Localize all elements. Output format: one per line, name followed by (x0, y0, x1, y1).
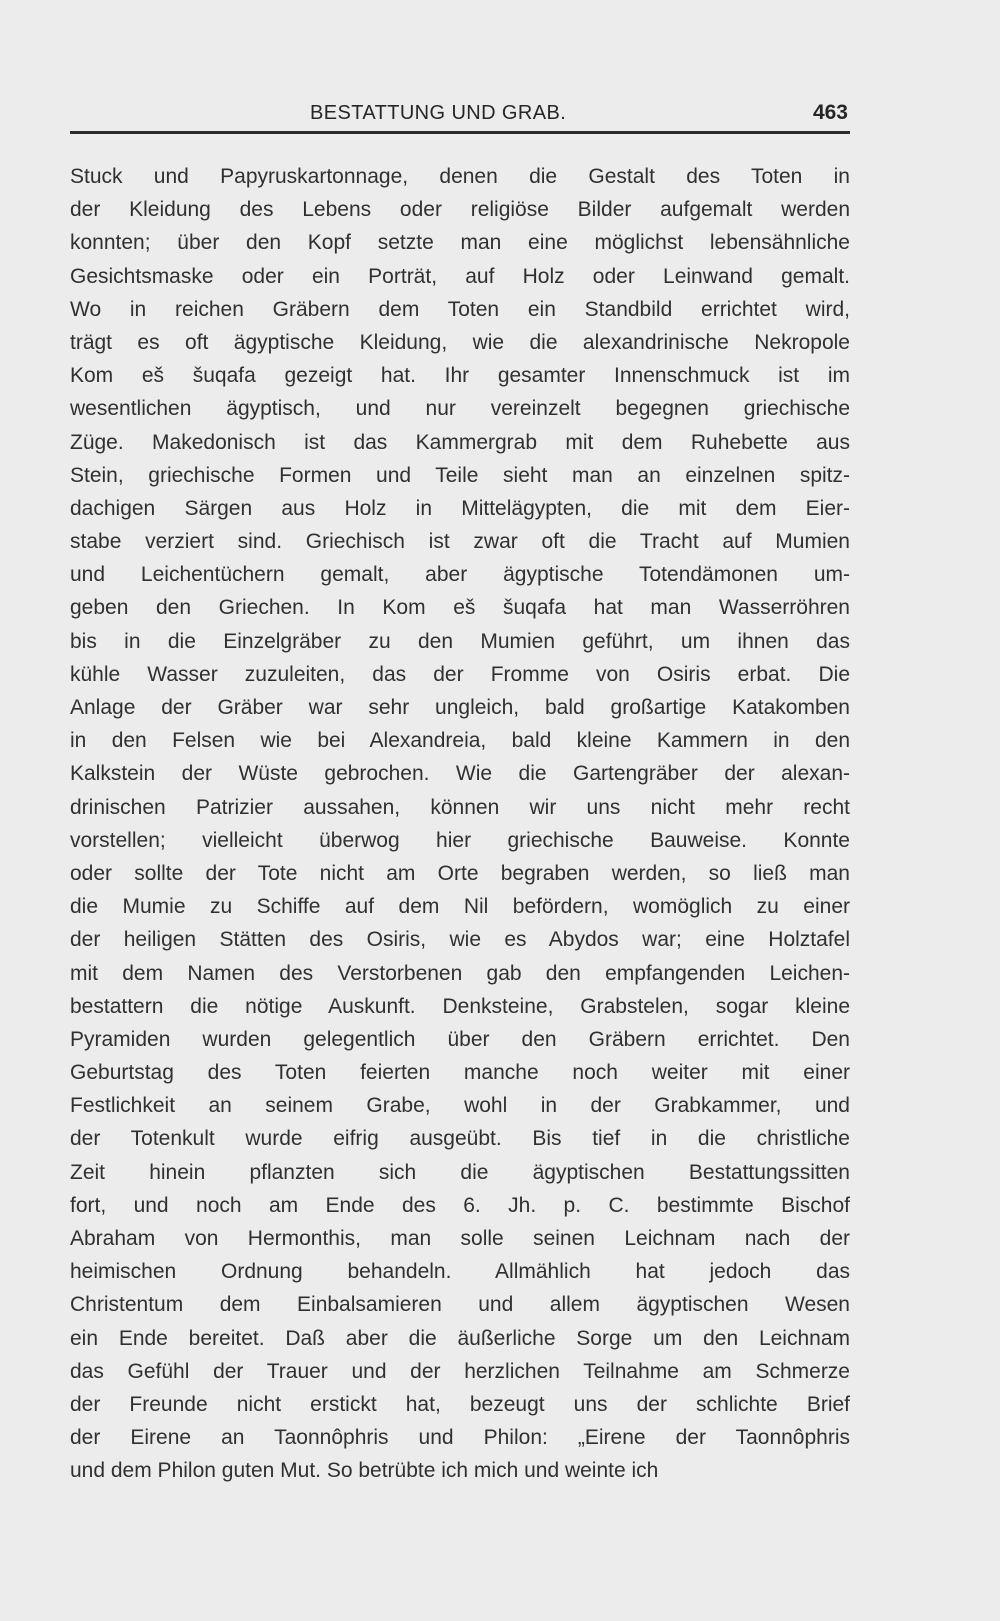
text-line: Geburtstag des Toten feierten manche noch weiter mit einer (70, 1061, 850, 1085)
text-line: Zeit hinein pflanzten sich die ägyptischen Bestattungssitten (70, 1160, 850, 1184)
text-line: geben den Griechen. In Kom eš šuqafa hat man Wasserröhren (70, 596, 850, 620)
text-line: stabe verziert sind. Griechisch ist zwar oft die Tracht auf Mumien (70, 530, 850, 554)
text-line: Anlage der Gräber war sehr ungleich, bald großartige Katakomben (70, 696, 850, 719)
text-line: Stein, griechische Formen und Teile sieht man an einzelnen spitz- (70, 463, 850, 487)
text-line: trägt es oft ägyptische Kleidung, wie die alexandrinische Nekropole (70, 330, 850, 354)
text-line: der Eirene an Taonnôphris und Philon: „Eirene der Taonnôphris (70, 1426, 850, 1450)
text-line: Züge. Makedonisch ist das Kammergrab mit dem Ruhebette aus (70, 430, 850, 454)
header-rule (70, 131, 850, 134)
text-line: der Totenkult wurde eifrig ausgeübt. Bis tief in die christliche (70, 1127, 850, 1151)
text-line: mit dem Namen des Verstorbenen gab den empfangenden Leichen- (70, 961, 850, 985)
text-line: fort, und noch am Ende des 6. Jh. p. C. bestimmte Bischof (70, 1193, 850, 1217)
text-line: bestattern die nötige Auskunft. Denksteine, Grabstelen, sogar kleine (70, 994, 850, 1018)
body-text (70, 160, 850, 1488)
text-line: der Freunde nicht erstickt hat, bezeugt uns der schlichte Brief (70, 1392, 850, 1416)
text-line: bis in die Einzelgräber zu den Mumien geführt, um ihnen das (70, 629, 850, 653)
text-line: Kom eš šuqafa gezeigt hat. Ihr gesamter Innenschmuck ist im (70, 364, 850, 388)
text-line: Gesichtsmaske oder ein Porträt, auf Holz oder Leinwand gemalt. (70, 264, 850, 288)
running-head (70, 98, 850, 132)
text-line: vorstellen; vielleicht überwog hier griechische Bauweise. Konnte (70, 828, 850, 852)
text-line: ein Ende bereitet. Daß aber die äußerliche Sorge um den Leichnam (70, 1326, 850, 1350)
text-line: konnten; über den Kopf setzte man eine möglichst lebensähnliche (70, 231, 850, 255)
text-line: der Kleidung des Lebens oder religiöse Bilder aufgemalt werden (70, 198, 850, 222)
text-line: und dem Philon guten Mut. So betrübte ich mich und weinte ich (70, 1459, 659, 1483)
text-line: und Leichentüchern gemalt, aber ägyptische Totendämonen um- (70, 563, 850, 587)
running-title: BESTATTUNG UND GRAB. (310, 102, 567, 124)
text-line: in den Felsen wie bei Alexandreia, bald kleine Kammern in den (70, 729, 850, 753)
text-line: der heiligen Stätten des Osiris, wie es Abydos war; eine Holztafel (70, 928, 850, 952)
text-line: Christentum dem Einbalsamieren und allem ägyptischen Wesen (70, 1293, 850, 1317)
text-line: Festlichkeit an seinem Grabe, wohl in der Grabkammer, und (70, 1094, 850, 1118)
text-line: wesentlichen ägyptisch, und nur vereinzelt begegnen griechische (70, 397, 850, 421)
text-line: drinischen Patrizier aussahen, können wir uns nicht mehr recht (70, 795, 850, 819)
text-line: das Gefühl der Trauer und der herzlichen Teilnahme am Schmerze (70, 1359, 850, 1383)
text-line: kühle Wasser zuzuleiten, das der Fromme von Osiris erbat. Die (70, 662, 850, 686)
text-line: oder sollte der Tote nicht am Orte begraben werden, so ließ man (70, 861, 850, 885)
page-number: 463 (812, 101, 848, 124)
text-line: die Mumie zu Schiffe auf dem Nil befördern, womöglich zu einer (70, 895, 850, 919)
text-line: heimischen Ordnung behandeln. Allmählich hat jedoch das (70, 1260, 850, 1284)
text-line: Stuck und Papyruskartonnage, denen die Gestalt des Toten in (70, 165, 850, 188)
text-line: Wo in reichen Gräbern dem Toten ein Standbild errichtet wird, (70, 297, 850, 321)
text-line: Pyramiden wurden gelegentlich über den Gräbern errichtet. Den (70, 1027, 850, 1051)
text-line: dachigen Särgen aus Holz in Mittelägypten, die mit dem Eier- (70, 496, 850, 520)
text-line: Kalkstein der Wüste gebrochen. Wie die Gartengräber der alexan- (70, 762, 850, 786)
text-line: Abraham von Hermonthis, man solle seinen Leichnam nach der (70, 1227, 850, 1250)
